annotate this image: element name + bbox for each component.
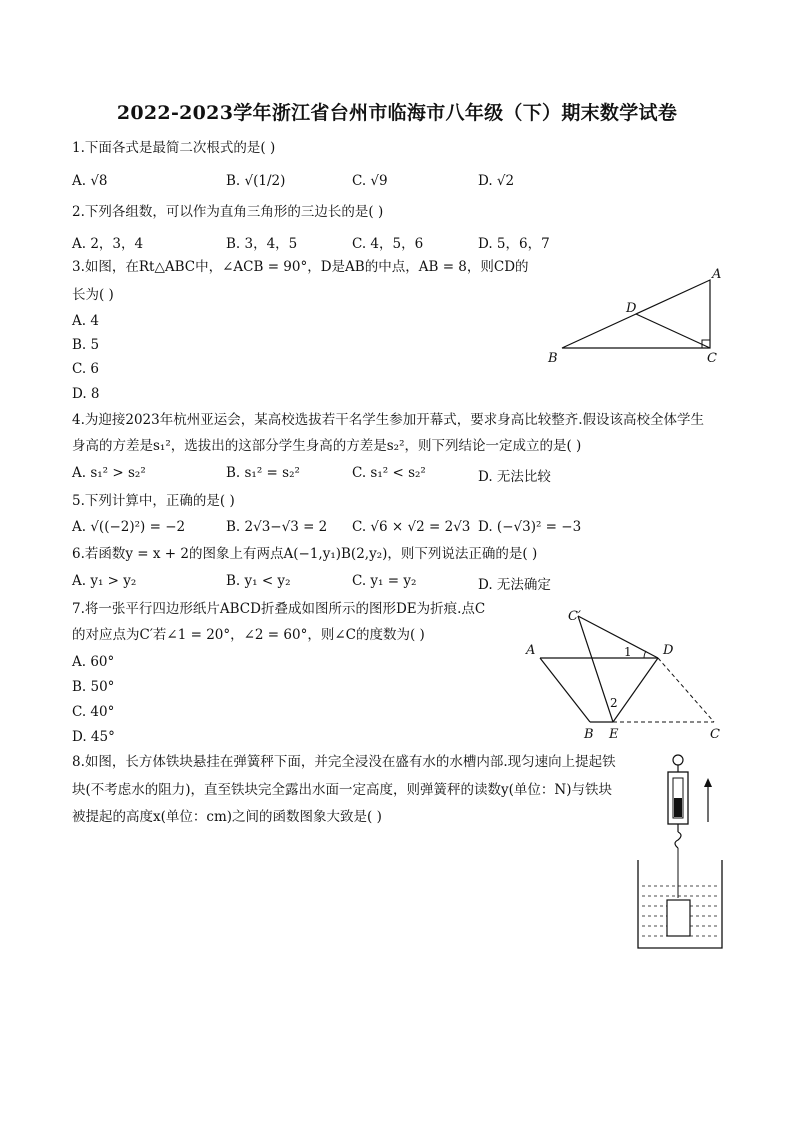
question-7-option-b[interactable]: B. 50° [72,679,115,695]
up-arrow-icon [704,778,712,787]
question-3-option-a[interactable]: A. 4 [72,313,99,329]
question-5-option-b[interactable]: B. 2√3−√3 = 2 [226,519,328,535]
question-5-option-a[interactable]: A. √((−2)²) = −2 [72,519,186,535]
label-angle-2: 2 [610,696,618,710]
question-4-stem-line1: 4.为迎接2023年杭州亚运会，某高校选拔若干名学生参加开幕式，要求身高比较整齐.假设该高校全体学生 [72,412,705,428]
question-7-option-d[interactable]: D. 45° [72,729,115,745]
question-8-spring-scale-figure [630,752,730,952]
question-7-option-c[interactable]: C. 40° [72,704,115,720]
question-2-option-b[interactable]: B. 3，4，5 [226,236,298,252]
question-2-option-a[interactable]: A. 2，3，4 [72,236,144,252]
question-5-option-d[interactable]: D. (−√3)² = −3 [478,519,582,535]
dashed-edge-dc [658,658,714,722]
question-2-stem: 2.下列各组数，可以作为直角三角形的三边长的是( ) [72,204,384,220]
label-b: B [584,727,594,742]
label-angle-1: 1 [624,645,632,659]
question-4-option-d[interactable]: D. 无法比较 [478,469,551,485]
label-d: D [626,301,637,316]
question-6-option-c[interactable]: C. y₁ = y₂ [352,573,417,589]
question-7-parallelogram-figure [520,604,730,744]
angle-1-arc [644,651,646,658]
question-4-option-a[interactable]: A. s₁² > s₂² [72,465,146,481]
question-7-stem-line1: 7.将一张平行四边形纸片ABCD折叠成如图所示的图形DE为折痕.点C [72,601,486,617]
question-6-option-d[interactable]: D. 无法确定 [478,577,551,593]
question-1-option-c[interactable]: C. √9 [352,173,388,189]
question-4-option-c[interactable]: C. s₁² < s₂² [352,465,426,481]
question-4-option-b[interactable]: B. s₁² = s₂² [226,465,300,481]
question-3-stem-line1: 3.如图，在Rt△ABC中，∠ACB = 90°，D是AB的中点，AB = 8，则CD的 [72,259,529,275]
question-8-stem-line2: 块(不考虑水的阻力)，直至铁块完全露出水面一定高度，则弹簧秤的读数y(单位：N)与铁块 [72,782,613,798]
spring-scale-indicator [674,798,682,817]
question-2-option-d[interactable]: D. 5，6，7 [478,236,550,252]
label-e: E [609,727,619,742]
question-3-option-d[interactable]: D. 8 [72,386,100,402]
question-4-stem-line2: 身高的方差是s₁²，选拔出的这部分学生身高的方差是s₂²，则下列结论一定成立的是( ) [72,438,582,454]
label-c: C [710,727,720,742]
question-2-option-c[interactable]: C. 4，5，6 [352,236,424,252]
question-3-stem-line2: 长为( ) [72,287,114,303]
question-1-option-b[interactable]: B. √(1/2) [226,173,286,189]
label-b: B [548,351,558,366]
iron-block [667,900,690,936]
edge-ab [540,658,590,722]
question-3-option-b[interactable]: B. 5 [72,337,100,353]
question-8-stem-line3: 被提起的高度x(单位：cm)之间的函数图象大致是( ) [72,809,382,825]
top-hook-ring [673,755,683,765]
question-5-stem: 5.下列计算中，正确的是( ) [72,493,235,509]
question-6-stem: 6.若函数y = x + 2的图象上有两点A(−1,y₁)B(2,y₂)，则下列说法正确的是( ) [72,546,538,562]
label-c: C [707,351,717,366]
question-6-option-b[interactable]: B. y₁ < y₂ [226,573,291,589]
question-3-option-c[interactable]: C. 6 [72,361,100,377]
question-7-option-a[interactable]: A. 60° [72,654,115,670]
page-title: 2022-2023学年浙江省台州市临海市八年级（下）期末数学试卷 [116,102,678,124]
label-a: A [526,643,536,658]
fold-line-de [613,658,658,722]
question-1-option-a[interactable]: A. √8 [72,173,108,189]
median-cd [636,314,710,348]
label-a: A [712,267,722,282]
question-6-option-a[interactable]: A. y₁ > y₂ [72,573,137,589]
question-3-triangle-figure [540,262,730,372]
question-7-stem-line2: 的对应点为C′若∠1 = 20°，∠2 = 60°，则∠C的度数为( ) [72,627,425,643]
bottom-hook [675,832,681,848]
question-8-stem-line1: 8.如图，长方体铁块悬挂在弹簧秤下面，并完全浸没在盛有水的水槽内部.现匀速向上提起铁 [72,754,616,770]
question-1-option-d[interactable]: D. √2 [478,173,515,189]
label-c-prime: C′ [568,609,581,624]
label-d: D [663,643,674,658]
question-5-option-c[interactable]: C. √6 × √2 = 2√3 [352,519,471,535]
question-1-stem: 1.下面各式是最简二次根式的是( ) [72,140,276,156]
